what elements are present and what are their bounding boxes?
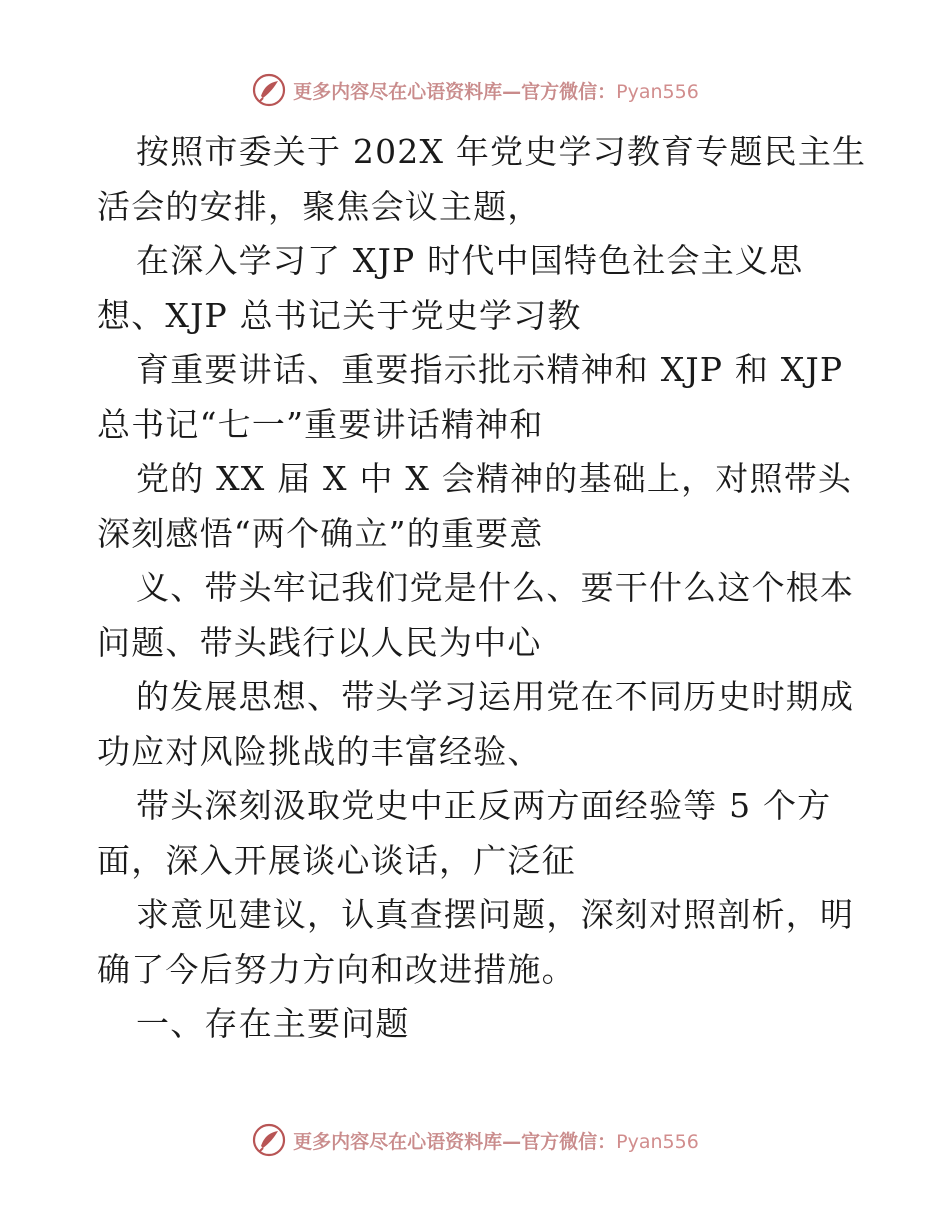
watermark-text: 更多内容尽在心语资料库—官方微信：Pyan556	[293, 80, 699, 103]
text-line: 求意见建议，认真查摆问题，深刻对照剖析，明	[136, 895, 855, 934]
text-line: 带头深刻汲取党史中正反两方面经验等 5 个方	[136, 786, 832, 825]
text-line: 在深入学习了 XJP 时代中国特色社会主义思	[136, 241, 804, 280]
header-watermark	[0, 70, 950, 110]
text-line: 义、带头牢记我们党是什么、要干什么这个根本	[136, 568, 855, 607]
logo-icon	[251, 1122, 287, 1158]
section-heading: 一、存在主要问题	[136, 1004, 410, 1043]
text-line: 面，深入开展谈心谈话，广泛征	[97, 840, 576, 880]
watermark-text: 更多内容尽在心语资料库—官方微信：Pyan556	[293, 1130, 699, 1153]
text-line: 活会的安排，聚焦会议主题，	[97, 186, 542, 226]
text-line: 想、XJP 总书记关于党史学习教	[97, 295, 582, 335]
text-line: 深刻感悟“两个确立”的重要意	[97, 513, 544, 553]
document-body	[97, 125, 867, 1052]
text-line: 党的 XX 届 X 中 X 会精神的基础上，对照带头	[136, 459, 853, 498]
text-line: 育重要讲话、重要指示批示精神和 XJP 和 XJP	[136, 350, 844, 389]
text-line: 按照市委关于 202X 年党史学习教育专题民主生	[136, 132, 867, 171]
text-line: 功应对风险挑战的丰富经验、	[97, 731, 542, 771]
text-line: 的发展思想、带头学习运用党在不同历史时期成	[136, 677, 855, 716]
text-line: 确了今后努力方向和改进措施。	[97, 949, 576, 989]
text-line: 总书记“七一”重要讲话精神和	[97, 404, 544, 444]
logo-icon	[251, 72, 287, 108]
footer-watermark	[0, 1120, 950, 1160]
text-line: 问题、带头践行以人民为中心	[97, 622, 542, 662]
